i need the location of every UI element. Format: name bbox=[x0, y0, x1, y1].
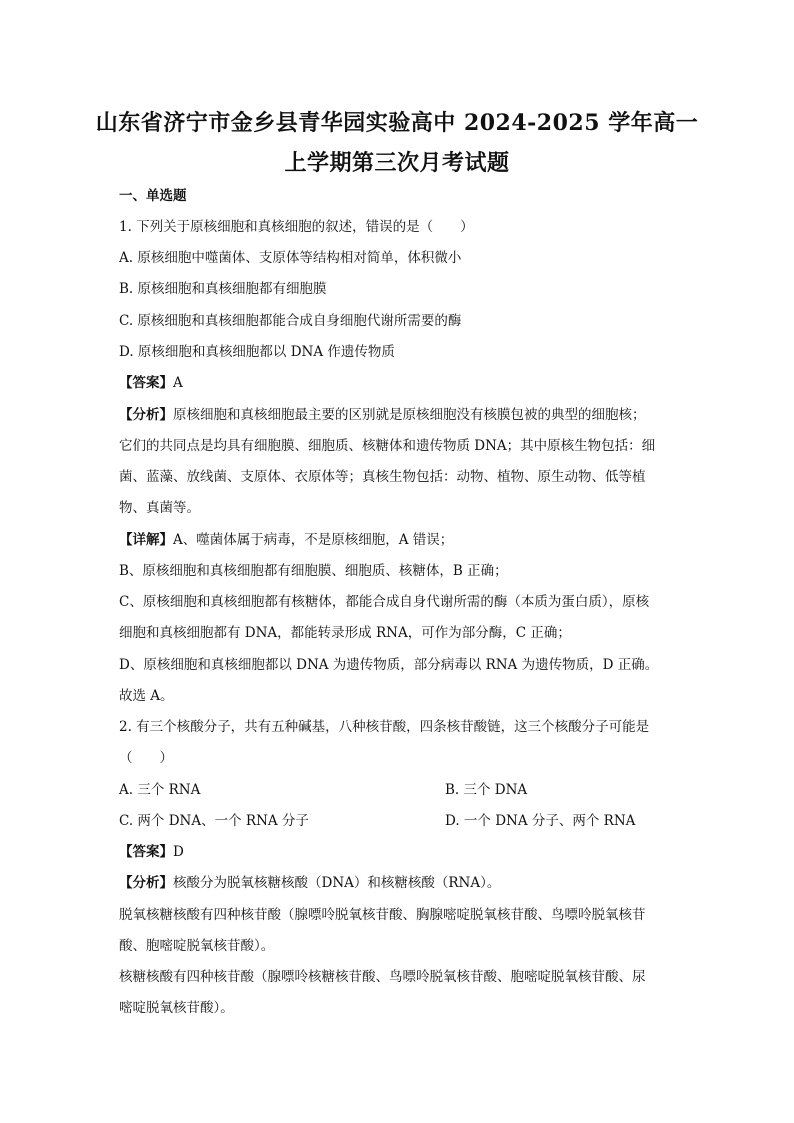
answer-value: A bbox=[173, 375, 183, 391]
q2-stem-line2: （ ） bbox=[119, 750, 173, 766]
q2-stem-line1: 2. 有三个核酸分子，共有五种碱基，八种核苷酸，四条核苷酸链，这三个核酸分子可能是 bbox=[119, 719, 650, 735]
q2-answer bbox=[119, 843, 184, 861]
q2-analysis-line bbox=[119, 874, 500, 892]
doc-title-line1: 山东省济宁市金乡县青华园实验高中 2024-2025 学年高一 bbox=[95, 110, 699, 136]
doc-title-line2: 上学期第三次月考试题 bbox=[284, 150, 510, 176]
q1-detail-line: D、原核细胞和真核细胞都以 DNA 为遗传物质，部分病毒以 RNA 为遗传物质，D 正确。 bbox=[119, 657, 659, 673]
q2-option-b: B. 三个 DNA bbox=[445, 782, 528, 798]
q2-analysis-line: 嘧啶脱氧核苷酸）。 bbox=[119, 1000, 234, 1016]
section-heading: 一、单选题 bbox=[119, 188, 187, 204]
q1-detail-line bbox=[119, 531, 453, 549]
answer-value: D bbox=[173, 844, 184, 860]
analysis-label: 【分析】 bbox=[119, 875, 173, 891]
q1-option-b: B. 原核细胞和真核细胞都有细胞膜 bbox=[119, 281, 327, 297]
detail-label: 【详解】 bbox=[119, 532, 173, 548]
q2-option-a: A. 三个 RNA bbox=[119, 782, 201, 798]
q1-stem: 1. 下列关于原核细胞和真核细胞的叙述，错误的是（ ） bbox=[119, 219, 474, 235]
detail-text: A、噬菌体属于病毒，不是原核细胞，A 错误； bbox=[173, 532, 454, 548]
q1-analysis-line bbox=[119, 406, 646, 424]
q1-detail-line: 细胞和真核细胞都有 DNA，都能转录形成 RNA，可作为部分酶，C 正确； bbox=[119, 625, 571, 641]
q1-option-c: C. 原核细胞和真核细胞都能合成自身细胞代谢所需要的酶 bbox=[119, 313, 462, 329]
q1-detail-line: C、原核细胞和真核细胞都有核糖体，都能合成自身代谢所需的酶（本质为蛋白质），原核 bbox=[119, 594, 650, 610]
q2-analysis-line: 脱氧核糖核酸有四种核苷酸（腺嘌呤脱氧核苷酸、胸腺嘧啶脱氧核苷酸、鸟嘌呤脱氧核苷 bbox=[119, 907, 646, 923]
q2-option-d: D. 一个 DNA 分子、两个 RNA bbox=[445, 813, 636, 829]
q2-analysis-line: 酸、胞嘧啶脱氧核苷酸）。 bbox=[119, 938, 275, 954]
q1-analysis-line: 菌、蓝藻、放线菌、支原体、衣原体等；真核生物包括：动物、植物、原生动物、低等植 bbox=[119, 469, 646, 485]
q1-option-a: A. 原核细胞中噬菌体、支原体等结构相对简单，体积微小 bbox=[119, 250, 462, 266]
analysis-text: 原核细胞和真核细胞最主要的区别就是原核细胞没有核膜包被的典型的细胞核； bbox=[173, 407, 646, 423]
answer-label: 【答案】 bbox=[119, 375, 173, 391]
analysis-label: 【分析】 bbox=[119, 407, 173, 423]
q1-answer bbox=[119, 374, 183, 392]
answer-label: 【答案】 bbox=[119, 844, 173, 860]
q1-option-d: D. 原核细胞和真核细胞都以 DNA 作遗传物质 bbox=[119, 344, 395, 360]
analysis-text: 核酸分为脱氧核糖核酸（DNA）和核糖核酸（RNA）。 bbox=[173, 875, 501, 891]
q1-analysis-line: 它们的共同点是均具有细胞膜、细胞质、核糖体和遗传物质 DNA；其中原核生物包括：细 bbox=[119, 438, 656, 454]
q2-option-c: C. 两个 DNA、一个 RNA 分子 bbox=[119, 813, 309, 829]
q1-detail-line: B、原核细胞和真核细胞都有细胞膜、细胞质、核糖体，B 正确； bbox=[119, 563, 508, 579]
q1-detail-line: 故选 A。 bbox=[119, 688, 174, 704]
q1-analysis-line: 物、真菌等。 bbox=[119, 500, 200, 516]
q2-analysis-line: 核糖核酸有四种核苷酸（腺嘌呤核糖核苷酸、鸟嘌呤脱氧核苷酸、胞嘧啶脱氧核苷酸、尿 bbox=[119, 969, 646, 985]
